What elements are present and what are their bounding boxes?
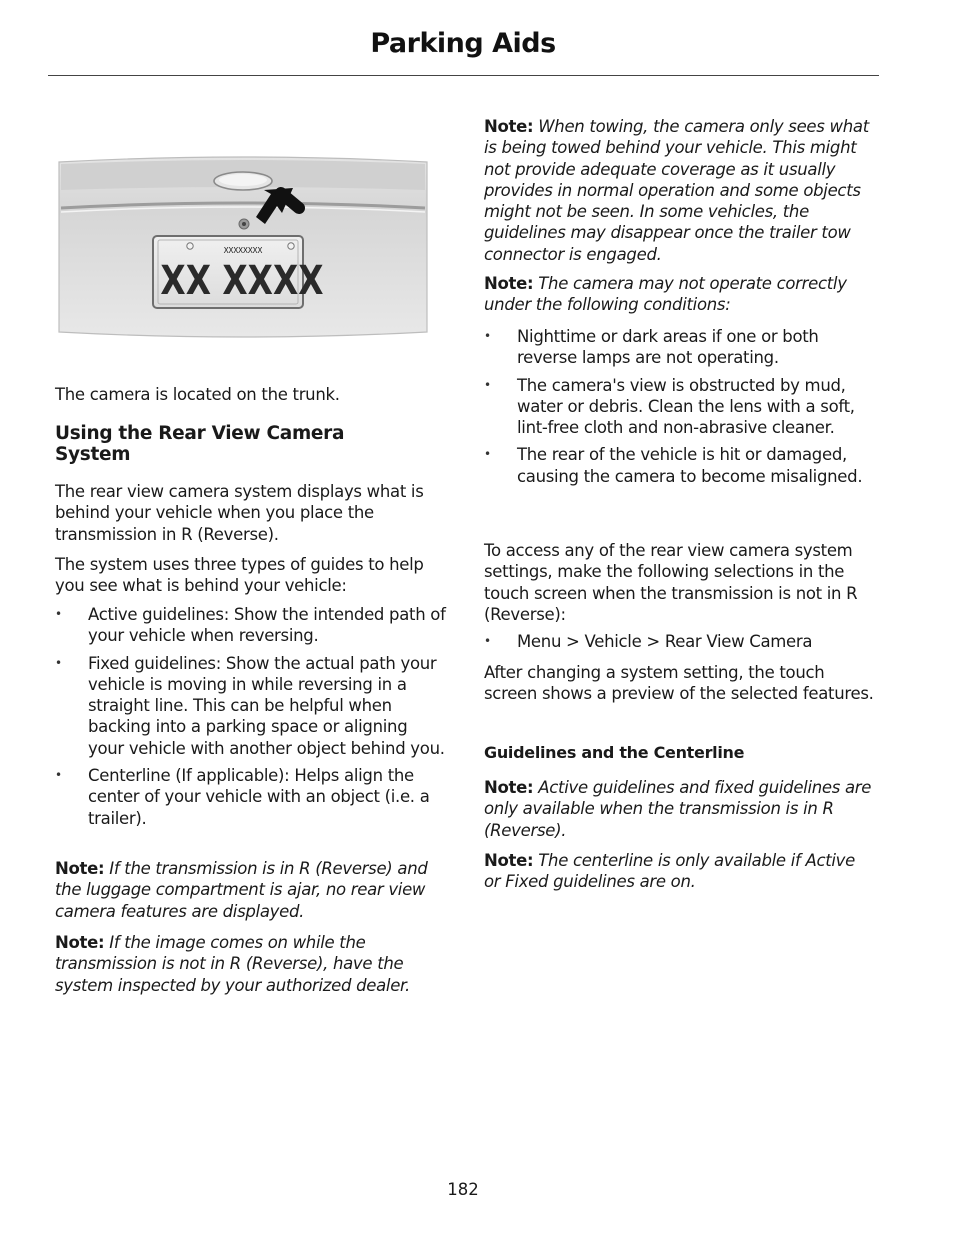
paragraph: The rear view camera system displays what is behind your vehicle when you place the transmission in R (Reverse).: [55, 482, 424, 544]
list-item: • Active guidelines: Show the intended path of your vehicle when reversing.: [55, 604, 447, 647]
note-label: Note:: [484, 851, 534, 870]
list-item: • Fixed guidelines: Show the actual path your vehicle is moving in while reversing in a straight line. This can be helpful when backing into a parking space or aligning your vehicle with another object behind you.: [55, 653, 447, 759]
section-heading: Using the Rear View Camera System: [55, 423, 345, 465]
list-item: • The rear of the vehicle is hit or damaged, causing the camera to become misaligned.: [484, 444, 876, 487]
note-text: If the transmission is in R (Reverse) and the luggage compartment is ajar, no rear view camera features are displayed.: [55, 859, 428, 921]
plate-small-text: XXXXXXXX: [223, 246, 263, 255]
note: [484, 116, 876, 265]
note: [55, 858, 447, 922]
list-item: • Centerline (If applicable): Helps align the center of your vehicle with an object (i.e. a trailer).: [55, 765, 447, 829]
note: [484, 850, 876, 893]
note-text: If the image comes on while the transmission is not in R (Reverse), have the system inspected by your authorized dealer.: [55, 933, 410, 995]
menu-path-item: • Menu > Vehicle > Rear View Camera: [484, 631, 876, 652]
page-title: Parking Aids: [370, 28, 556, 59]
guide-types-list: [55, 604, 447, 829]
page-number: 182: [447, 1180, 479, 1199]
note-text: The centerline is only available if Active or Fixed guidelines are on.: [484, 851, 855, 892]
subheading: Guidelines and the Centerline: [484, 743, 745, 762]
camera-conditions-list: [484, 326, 876, 487]
menu-path-list: [484, 631, 876, 652]
note: [484, 273, 876, 316]
note: [484, 777, 876, 841]
list-item: • Nighttime or dark areas if one or both reverse lamps are not operating.: [484, 326, 876, 369]
paragraph: The system uses three types of guides to help you see what is behind your vehicle:: [55, 555, 424, 596]
paragraph: To access any of the rear view camera system settings, make the following selections in the touch screen when the transmission is not in R (Reverse):: [484, 541, 858, 624]
list-item: • The camera's view is obstructed by mud, water or debris. Clean the lens with a soft, lint-free cloth and non-abrasive cleaner.: [484, 375, 876, 439]
note: [55, 932, 447, 996]
camera-location-caption: The camera is located on the trunk.: [55, 385, 340, 404]
paragraph: After changing a system setting, the touch screen shows a preview of the selected features.: [484, 663, 874, 704]
trunk-camera-illustration: [55, 150, 431, 345]
note-label: Note:: [484, 274, 534, 293]
note-text: The camera may not operate correctly under the following conditions:: [484, 274, 847, 315]
plate-main-text: XX XXXX: [160, 256, 324, 304]
note-label: Note:: [55, 859, 105, 878]
note-text: Active guidelines and fixed guidelines are only available when the transmission is in R (Reverse).: [484, 778, 872, 840]
note-label: Note:: [484, 117, 534, 136]
title-divider: [48, 75, 879, 76]
note-text: When towing, the camera only sees what is being towed behind your vehicle. This might not provide adequate coverage as it usually provides in normal operation and some objects might not be seen. In some vehicles, the guidelines may disappear once the trailer tow connector is engaged.: [484, 117, 869, 264]
note-label: Note:: [55, 933, 105, 952]
note-label: Note:: [484, 778, 534, 797]
